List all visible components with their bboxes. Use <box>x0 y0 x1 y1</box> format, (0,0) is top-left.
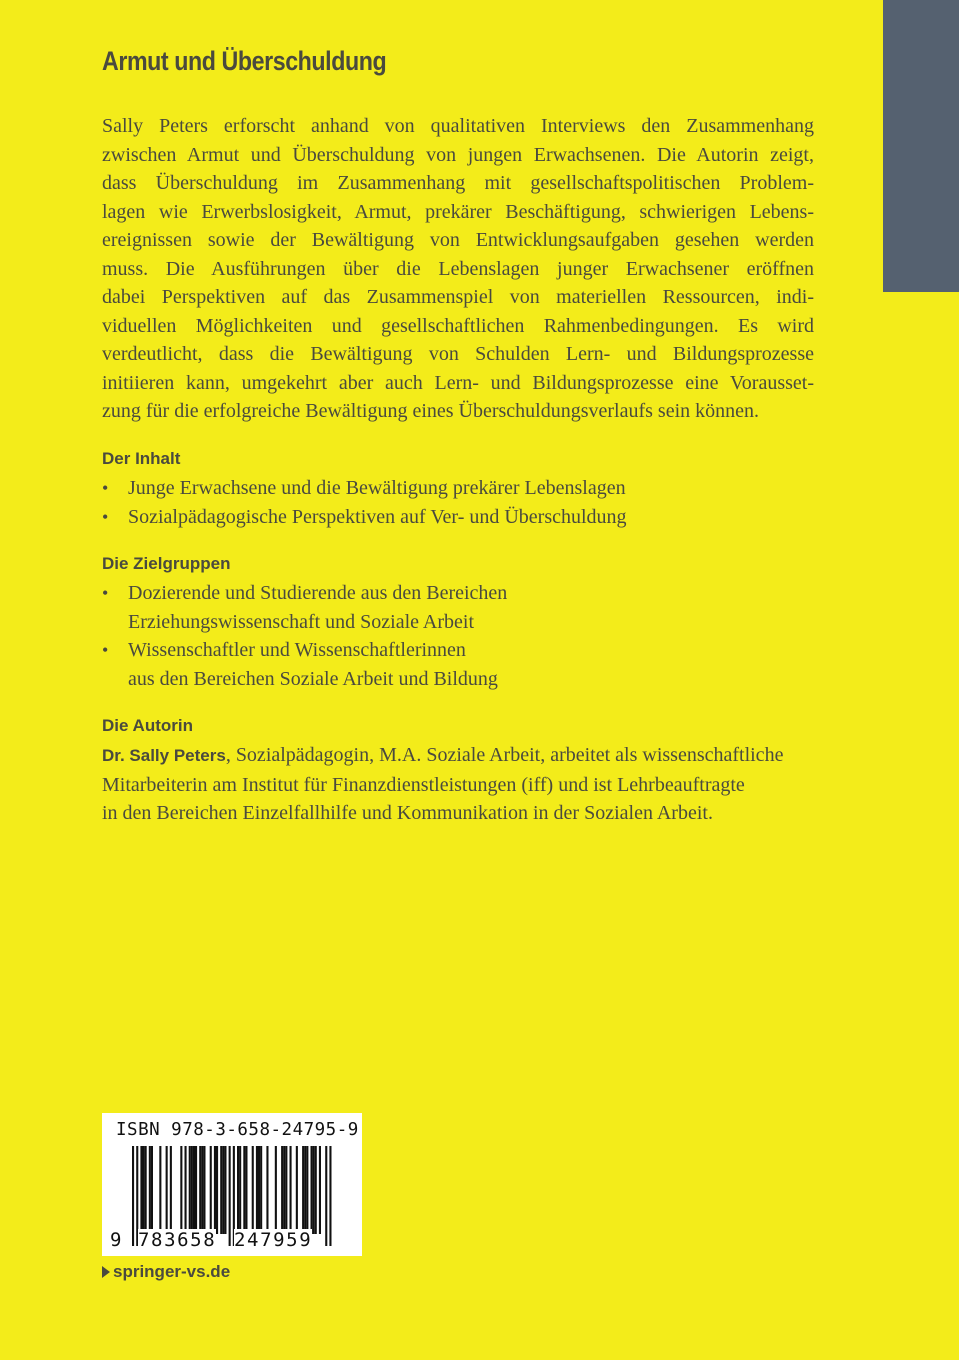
ean-left-digits: 783658 <box>138 1229 217 1251</box>
barcode-bar <box>149 1146 151 1234</box>
barcode-bar <box>245 1146 247 1234</box>
author-section-title: Die Autorin <box>102 716 193 735</box>
blurb-line: dass Überschuldung im Zusammenhang mit gesellschaftspolitischen Problem- <box>102 172 814 194</box>
barcode-bar <box>145 1146 147 1234</box>
blurb-line: zwischen Armut und Überschuldung von jungen Erwachsenen. Die Autorin zeigt, <box>102 143 814 166</box>
barcode-bar <box>266 1146 268 1234</box>
barcode-bar <box>140 1146 142 1234</box>
blurb-line: Sally Peters erforscht anhand von qualitativen Interviews den Zusammenhang <box>102 115 814 137</box>
barcode-bar <box>193 1146 195 1234</box>
barcode-bar <box>214 1146 216 1234</box>
list-item-text: Erziehungswissenschaft und Soziale Arbeit <box>128 610 475 633</box>
content-list <box>102 474 627 531</box>
list-item-text: Dozierende und Studierende aus den Bereichen <box>128 582 508 604</box>
barcode-bar <box>252 1146 254 1234</box>
barcode-bar <box>220 1146 222 1234</box>
barcode-bar <box>311 1146 313 1234</box>
barcode-bar <box>313 1146 315 1234</box>
barcode-bar <box>285 1146 287 1234</box>
blurb-line: zung für die erfolgreiche Bewältigung eines Überschuldungsverlaufs sein können. <box>102 400 760 422</box>
blurb-line: initiieren kann, umgekehrt aber auch Lern- und Bildungsprozesse eine Vorausset- <box>102 371 814 394</box>
barcode-bar <box>143 1146 145 1234</box>
barcode-bar <box>210 1146 212 1234</box>
ean-first-digit: 9 <box>110 1229 122 1251</box>
barcode-bar <box>170 1146 172 1234</box>
content-section-title: Der Inhalt <box>102 449 181 468</box>
list-item <box>102 636 507 693</box>
bullet-icon: • <box>102 583 109 603</box>
barcode-bar <box>199 1146 201 1234</box>
blurb-line: ereignissen sowie der Bewältigung von Entwicklungsaufgaben gesehen werden <box>102 229 814 251</box>
list-item-text: Sozialpädagogische Perspektiven auf Ver- und Überschuldung <box>128 505 627 528</box>
barcode-bar <box>189 1146 191 1234</box>
website-text: springer-vs.de <box>113 1262 231 1281</box>
barcode-bar <box>306 1146 308 1234</box>
barcode-bar <box>281 1146 283 1234</box>
blurb-line: muss. Die Ausführungen über die Lebenslagen junger Erwachsener eröffnen <box>102 257 814 280</box>
blurb-line: lagen wie Erwerbslosigkeit, Armut, prekärer Beschäftigung, schwierigen Lebens- <box>102 200 814 223</box>
barcode-bar <box>237 1146 239 1234</box>
barcode-bar <box>258 1146 260 1234</box>
blurb-line: dabei Perspektiven auf das Zusammenspiel von materiellen Ressourcen, indi- <box>102 286 814 308</box>
barcode-bar <box>239 1146 241 1234</box>
barcode-bar <box>275 1146 277 1234</box>
barcode-bar <box>191 1146 193 1234</box>
barcode-bar <box>151 1146 153 1234</box>
isbn-label: ISBN 978-3-658-24795-9 <box>116 1120 359 1140</box>
barcode-bar <box>201 1146 203 1234</box>
bullet-icon: • <box>102 506 109 527</box>
barcode-bar <box>216 1146 218 1234</box>
barcode-bar <box>159 1146 161 1234</box>
bullet-icon: • <box>102 640 109 660</box>
audience-section-title: Die Zielgruppen <box>102 554 231 573</box>
barcode-bar <box>180 1146 182 1234</box>
list-item <box>102 474 627 503</box>
list-item-text: aus den Bereichen Soziale Arbeit und Bildung <box>128 667 498 690</box>
barcode-bar <box>283 1146 285 1234</box>
blurb-line: verdeutlicht, dass die Bewältigung von Schulden Lern- und Bildungsprozesse <box>102 343 814 365</box>
barcode-bar <box>302 1146 304 1234</box>
barcode-bar <box>222 1146 224 1234</box>
barcode-bar <box>315 1146 317 1234</box>
author-bio <box>102 741 814 828</box>
barcode-bar <box>229 1146 231 1246</box>
list-item <box>102 579 507 636</box>
barcode-bar <box>260 1146 262 1234</box>
barcode-bar <box>304 1146 306 1234</box>
barcode-bar <box>319 1146 321 1234</box>
barcode-bar <box>224 1146 226 1234</box>
book-title: Armut und Überschuldung <box>102 46 387 76</box>
arrow-right-icon <box>102 1266 110 1278</box>
barcode-bar <box>329 1146 331 1246</box>
barcode-bar <box>243 1146 245 1234</box>
author-name: Dr. Sally Peters <box>102 746 226 765</box>
barcode-bar <box>203 1146 205 1234</box>
author-bio-line <box>102 741 814 771</box>
barcode-bar <box>325 1146 327 1246</box>
barcode-bar <box>290 1146 292 1234</box>
list-item-text: Wissenschaftler und Wissenschaftlerinnen <box>128 639 466 661</box>
spine-color-tab <box>883 0 959 292</box>
barcode-box <box>102 1113 362 1256</box>
barcode-bar <box>296 1146 298 1234</box>
list-item <box>102 503 627 532</box>
barcode-bar <box>166 1146 168 1234</box>
author-bio-text: , Sozialpädagogin, M.A. Soziale Arbeit, arbeitet als wissenschaftliche <box>225 744 784 766</box>
audience-list <box>102 579 507 693</box>
barcode-bar <box>132 1146 134 1246</box>
publisher-website[interactable] <box>102 1262 230 1282</box>
ean-right-digits: 247959 <box>234 1229 313 1251</box>
bullet-icon: • <box>102 478 109 498</box>
blurb-text <box>102 112 814 426</box>
barcode-bar <box>195 1146 197 1234</box>
barcode-bar <box>185 1146 187 1234</box>
list-item-text: Junge Erwachsene und die Bewältigung prekärer Lebenslagen <box>128 477 626 499</box>
author-bio-line: Mitarbeiterin am Institut für Finanzdienstleistungen (iff) und ist Lehrbeauftragte <box>102 773 745 796</box>
author-bio-line: in den Bereichen Einzelfallhilfe und Kommunikation in der Sozialen Arbeit. <box>102 802 713 824</box>
blurb-line: viduellen Möglichkeiten und gesellschaftlichen Rahmenbedingungen. Es wird <box>102 314 814 337</box>
barcode-bar <box>256 1146 258 1234</box>
